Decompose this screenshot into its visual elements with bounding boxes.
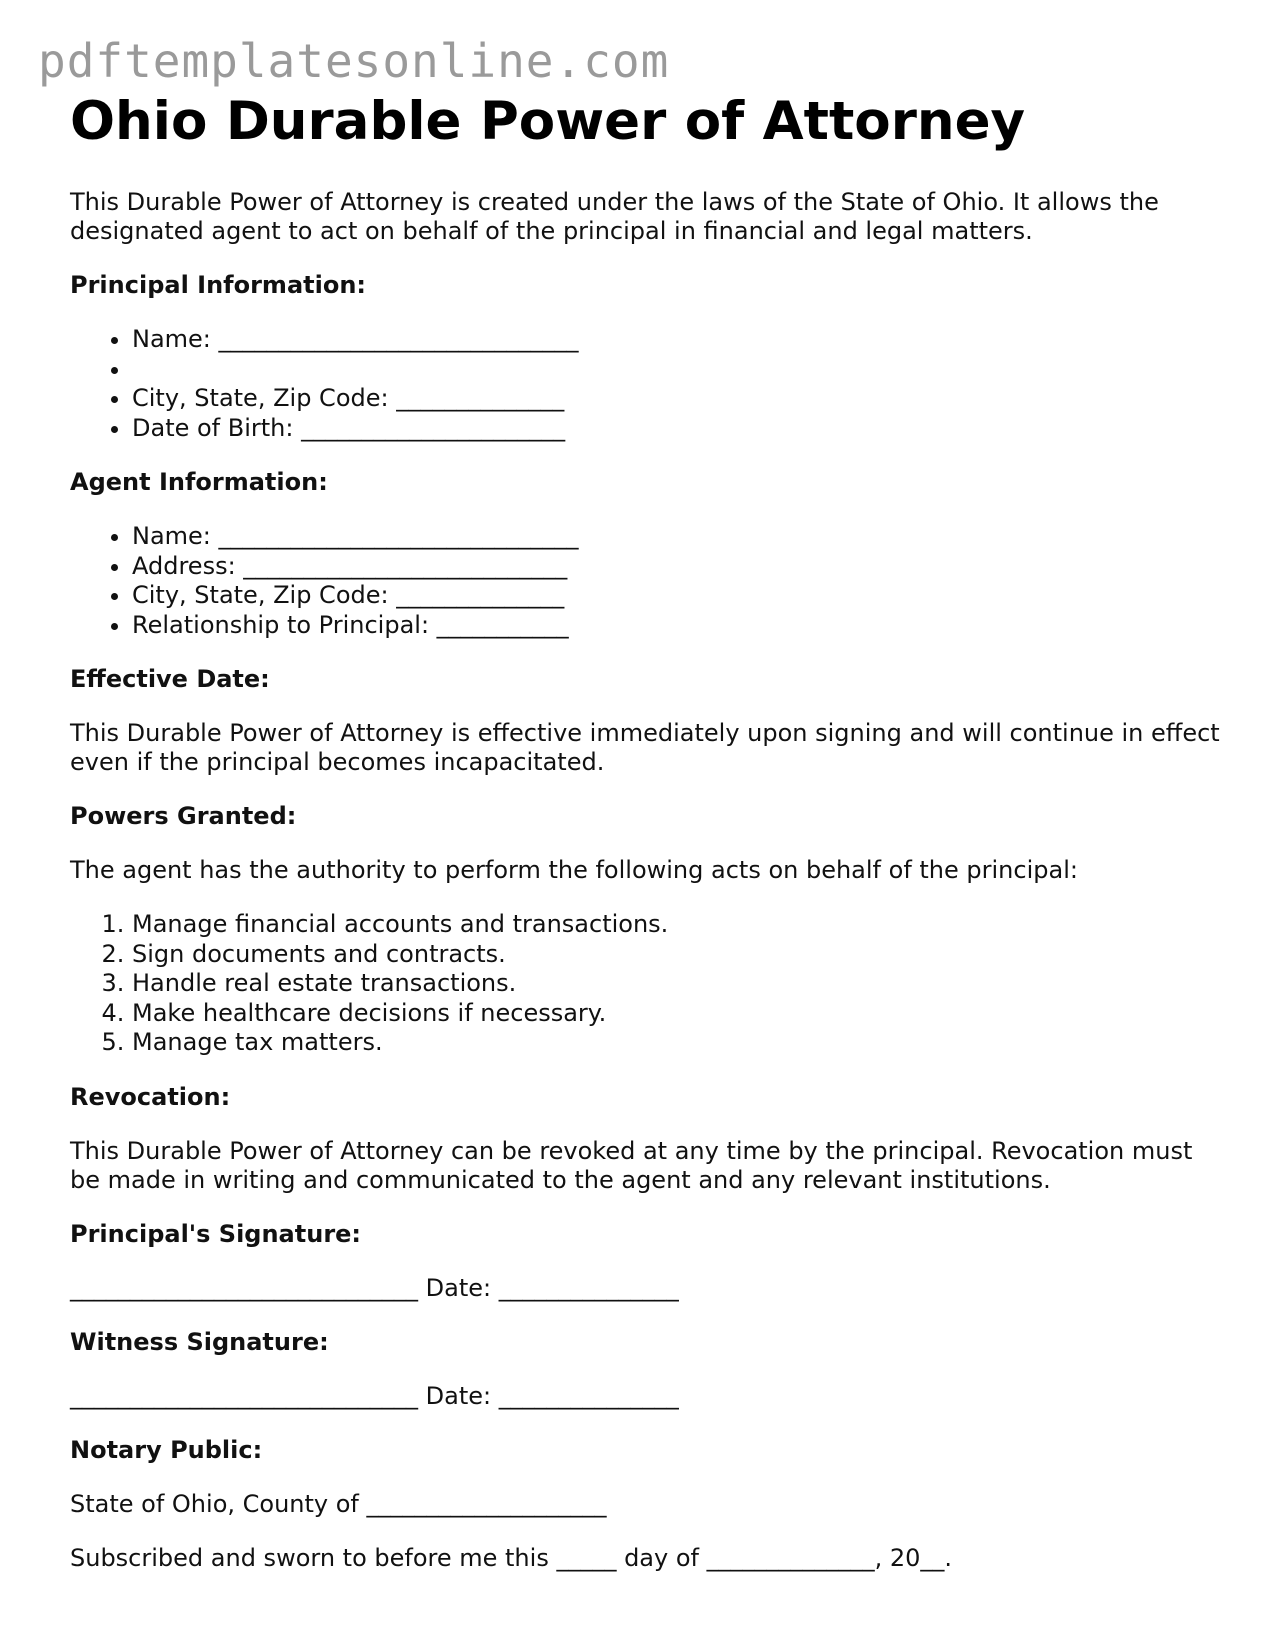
principal-city-item: • City, State, Zip Code: ______________ xyxy=(132,384,1220,414)
notary-county-line: State of Ohio, County of ____________________ xyxy=(70,1489,607,1518)
principal-signature-line: _____________________________ Date: _______________ xyxy=(70,1273,679,1302)
powers-list xyxy=(70,910,1220,1058)
watermark: pdftemplatesonline.com xyxy=(38,34,670,88)
notary-heading: Notary Public: xyxy=(70,1435,263,1464)
revocation-paragraph: This Durable Power of Attorney can be revoked at any time by the principal. Revocation must be made in writing and communicated to the agent and any relevant institutions. xyxy=(70,1136,1193,1194)
effective-date-paragraph: This Durable Power of Attorney is effective immediately upon signing and will continue in effect even if the principal becomes incapacitated. xyxy=(70,719,1220,776)
principal-info-list xyxy=(70,325,1220,443)
powers-paragraph: The agent has the authority to perform the following acts on behalf of the principal: xyxy=(70,856,1078,884)
notary-sworn-line: Subscribed and sworn to before me this _____ day of ______________, 20__. xyxy=(70,1543,953,1572)
powers-heading: Powers Granted: xyxy=(70,802,297,830)
power-item: 1. Manage financial accounts and transactions. xyxy=(132,910,1220,940)
effective-date-heading: Effective Date: xyxy=(70,665,270,693)
principal-info-heading: Principal Information: xyxy=(70,271,367,299)
principal-empty-item xyxy=(132,355,1220,385)
agent-relationship-item: • Relationship to Principal: ___________ xyxy=(132,611,1220,641)
page-title: Ohio Durable Power of Attorney xyxy=(70,91,1026,152)
agent-name-item: • Name: ______________________________ xyxy=(132,522,1220,552)
principal-name-item: • Name: ______________________________ xyxy=(132,325,1220,355)
witness-signature-heading: Witness Signature: xyxy=(70,1327,329,1356)
witness-signature-line: _____________________________ Date: _______________ xyxy=(70,1381,679,1410)
intro-paragraph: This Durable Power of Attorney is created under the laws of the State of Ohio. It allows the designated agent to act on behalf of the principal in financial and legal matters. xyxy=(70,188,1159,245)
revocation-heading: Revocation: xyxy=(70,1082,231,1111)
principal-dob-item: • Date of Birth: ______________________ xyxy=(132,414,1220,444)
power-item: 3. Handle real estate transactions. xyxy=(132,969,1220,999)
power-item: 5. Manage tax matters. xyxy=(132,1028,1220,1058)
principal-signature-heading: Principal's Signature: xyxy=(70,1219,362,1248)
agent-info-list xyxy=(70,522,1220,640)
agent-info-heading: Agent Information: xyxy=(70,468,328,496)
power-item: 2. Sign documents and contracts. xyxy=(132,940,1220,970)
agent-address-item: • Address: ___________________________ xyxy=(132,552,1220,582)
agent-city-item: • City, State, Zip Code: ______________ xyxy=(132,581,1220,611)
power-item: 4. Make healthcare decisions if necessary. xyxy=(132,999,1220,1029)
document-body xyxy=(70,90,1220,1573)
